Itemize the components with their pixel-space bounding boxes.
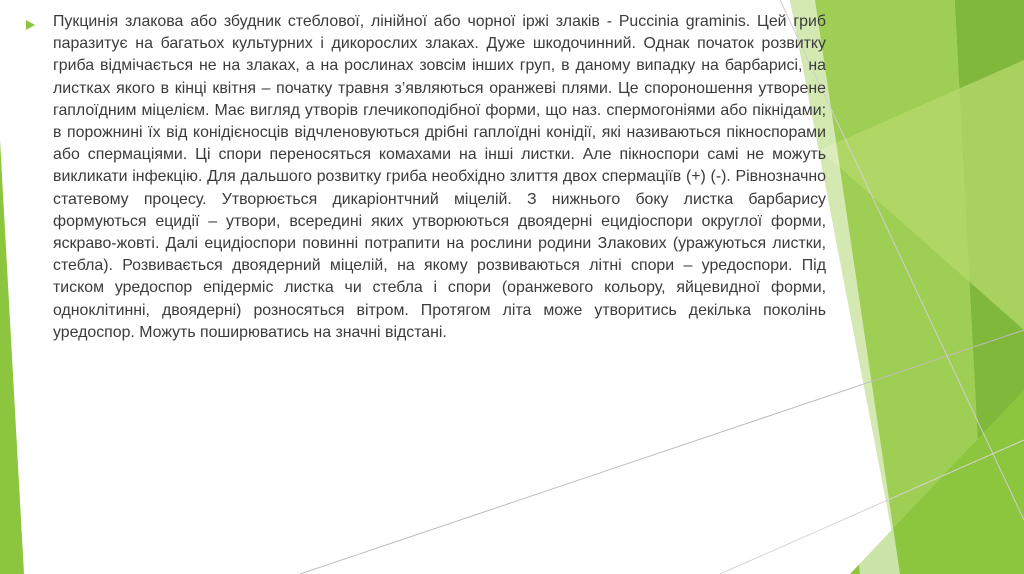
left-accent-triangle — [0, 140, 24, 574]
slide-body-text: Пукцинія злакова або збудник стеблової, лінійної або чорної іржі злаків - Puccinia graminis. Цей гриб паразитує на багатьох культурних і дикорослих злаках. Дуже шкодочинний. Однак початок розвитку гриба відмічається не на злаках, а на рослинах зовсім інших груп, в даному випадку на барбарисі, на листках якого в кінці квітня – початку травня з’являються оранжеві плями. Це спороношення утворене гаплоїдним міцелієм. Має вигляд утворів глечикоподібної форми, що наз. спермогоніями або пікнідами; в порожнині їх від конідієносців відчленовуються дрібні гаплоїдні конідії, які називаються пікноспорами або спермаціями. Ці спори переносяться комахами на інші листки. Але пікноспори самі не можуть викликати інфекцію. Для дальшого розвитку гриба необхідно злиття двох спермаціїв (+) (-). Рівнозначно статевому процесу. Утворюється дикаріонтчний міцелій. З нижнього боку листка барбарису формуються ецидії – утвори, всередині яких утворюються двоядерні ецидіоспори округлої форми, яскраво-жовті. Далі ецидіоспори повинні потрапити на рослини родини Злакових (уражуються листки, стебла). Розвивається двоядерний міцелій, на якому розвиваються літні спори – уредоспори. Під тиском уредоспор епідерміс листка чи стебла і спори (оранжевого кольору, яйцевидної форми, одноклітинні, двоядерні) розносяться вітром. Протягом літа може утворитись декілька поколінь уредоспор. Можуть поширюватись на значні відстані. — [53, 13, 826, 341]
bullet-arrow-icon — [26, 20, 35, 30]
